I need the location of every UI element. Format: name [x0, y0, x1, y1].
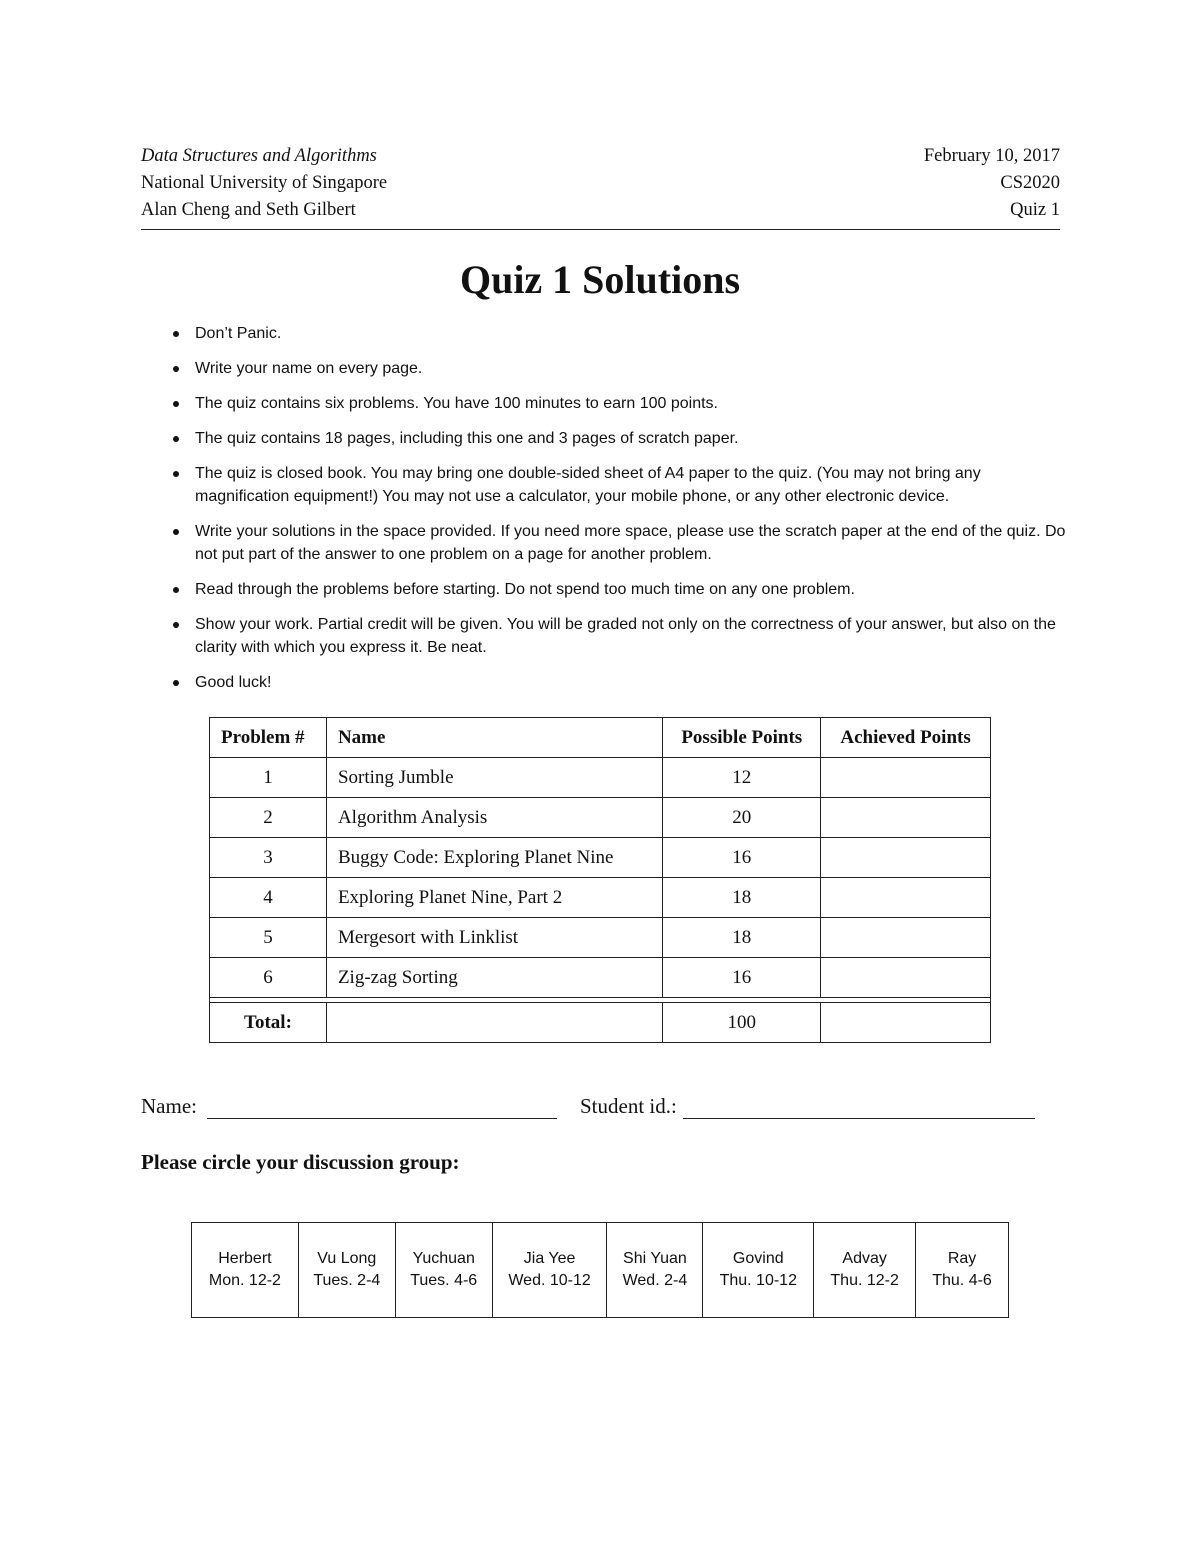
- header-achieved-points: Achieved Points: [821, 718, 991, 758]
- table-row: [210, 958, 991, 998]
- student-info: [141, 1094, 1060, 1119]
- achieved-points: [821, 838, 991, 878]
- bullet-icon: [173, 680, 179, 686]
- achieved-points: [821, 798, 991, 838]
- discussion-group-option[interactable]: Shi Yuan Wed. 2-4: [607, 1223, 703, 1318]
- discussion-group-option[interactable]: Govind Thu. 10-12: [703, 1223, 814, 1318]
- problem-name: Sorting Jumble: [326, 758, 662, 798]
- possible-points: 16: [663, 838, 821, 878]
- instruction-item: Show your work. Partial credit will be given. You will be graded not only on the correctness of your answer, but also on the clarity with which you express it. Be neat.: [171, 613, 1071, 659]
- achieved-points: [821, 918, 991, 958]
- bullet-icon: [173, 587, 179, 593]
- problem-number: 6: [210, 958, 327, 998]
- problem-number: 2: [210, 798, 327, 838]
- possible-points: 12: [663, 758, 821, 798]
- achieved-points: [821, 958, 991, 998]
- student-id-label: Student id.:: [579, 1094, 677, 1118]
- discussion-group-option[interactable]: Vu Long Tues. 2-4: [298, 1223, 395, 1318]
- name-label: Name:: [141, 1094, 197, 1118]
- discussion-group-option[interactable]: Jia Yee Wed. 10-12: [492, 1223, 607, 1318]
- header-problem-name: Name: [326, 718, 662, 758]
- achieved-points: [821, 878, 991, 918]
- page-title: Quiz 1 Solutions: [459, 257, 741, 302]
- possible-points: 16: [663, 958, 821, 998]
- bullet-icon: [173, 471, 179, 477]
- quiz-date: February 10, 2017: [923, 146, 1060, 166]
- instruction-item: Write your solutions in the space provided. If you need more space, please use the scratch paper at the end of the quiz. Do not put part of the answer to one problem on a page for another problem.: [171, 520, 1071, 566]
- total-achieved: [821, 1003, 991, 1043]
- score-table: [209, 717, 991, 1043]
- course-code: CS2020: [1000, 173, 1060, 193]
- problem-name: Buggy Code: Exploring Planet Nine: [326, 838, 662, 878]
- discussion-group-option[interactable]: Ray Thu. 4-6: [916, 1223, 1009, 1318]
- achieved-points: [821, 758, 991, 798]
- instructors: Alan Cheng and Seth Gilbert: [141, 200, 356, 220]
- total-name-cell: [326, 1003, 662, 1043]
- course-name: Data Structures and Algorithms: [141, 146, 377, 166]
- header-divider: [141, 229, 1060, 230]
- problem-number: 5: [210, 918, 327, 958]
- discussion-group-table: [191, 1222, 1009, 1318]
- problem-number: 3: [210, 838, 327, 878]
- problem-name: Exploring Planet Nine, Part 2: [326, 878, 662, 918]
- total-row: [210, 1003, 991, 1043]
- discussion-group-option[interactable]: Herbert Mon. 12-2: [192, 1223, 299, 1318]
- problem-name: Algorithm Analysis: [326, 798, 662, 838]
- table-row: [210, 758, 991, 798]
- possible-points: 20: [663, 798, 821, 838]
- bullet-icon: [173, 366, 179, 372]
- bullet-icon: [173, 401, 179, 407]
- discussion-prompt: Please circle your discussion group:: [141, 1150, 460, 1174]
- bullet-icon: [173, 622, 179, 628]
- table-row: [210, 878, 991, 918]
- bullet-icon: [173, 331, 179, 337]
- student-id-field[interactable]: [683, 1098, 1035, 1119]
- instruction-item: Good luck!: [171, 671, 1071, 694]
- instruction-item: Read through the problems before starting. Do not spend too much time on any one problem.: [171, 578, 1071, 601]
- instruction-item: The quiz contains 18 pages, including this one and 3 pages of scratch paper.: [171, 427, 1071, 450]
- name-field[interactable]: [207, 1098, 557, 1119]
- quiz-label: Quiz 1: [1010, 200, 1060, 220]
- total-points: 100: [663, 1003, 821, 1043]
- header-possible-points: Possible Points: [663, 718, 821, 758]
- total-label: Total:: [210, 1003, 327, 1043]
- university-name: National University of Singapore: [141, 173, 388, 193]
- possible-points: 18: [663, 878, 821, 918]
- table-row: [210, 918, 991, 958]
- table-row: [210, 838, 991, 878]
- table-row: [210, 798, 991, 838]
- discussion-group-row: [192, 1223, 1009, 1318]
- instruction-item: Write your name on every page.: [171, 357, 1071, 380]
- discussion-group-option[interactable]: Yuchuan Tues. 4-6: [395, 1223, 492, 1318]
- instruction-item: Don’t Panic.: [171, 322, 1071, 345]
- problem-number: 1: [210, 758, 327, 798]
- possible-points: 18: [663, 918, 821, 958]
- problem-name: Mergesort with Linklist: [326, 918, 662, 958]
- problem-name: Zig-zag Sorting: [326, 958, 662, 998]
- score-table-header: [210, 718, 991, 758]
- instruction-item: The quiz is closed book. You may bring one double-sided sheet of A4 paper to the quiz. (You may not bring any magnification equipment!) You may not use a calculator, your mobile phone, or any other electronic device.: [171, 462, 1071, 508]
- page-header: [141, 143, 1060, 224]
- instruction-list: [171, 322, 1071, 706]
- discussion-group-option[interactable]: Advay Thu. 12-2: [814, 1223, 916, 1318]
- bullet-icon: [173, 529, 179, 535]
- header-problem-number: Problem #: [210, 718, 327, 758]
- instruction-item: The quiz contains six problems. You have 100 minutes to earn 100 points.: [171, 392, 1071, 415]
- problem-number: 4: [210, 878, 327, 918]
- bullet-icon: [173, 436, 179, 442]
